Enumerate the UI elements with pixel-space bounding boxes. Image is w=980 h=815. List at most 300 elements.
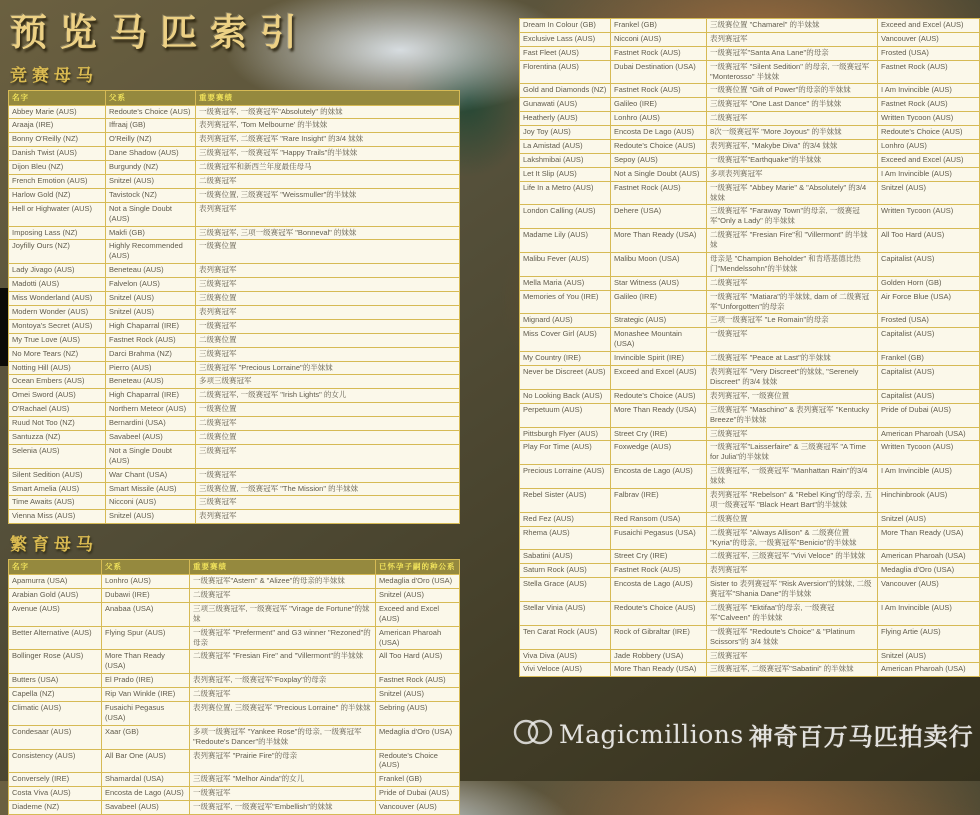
cell: Frosted (USA) xyxy=(878,46,980,60)
cell: Redoute's Choice (AUS) xyxy=(878,126,980,140)
column-header: 名字 xyxy=(9,90,106,105)
cell: Written Tycoon (AUS) xyxy=(878,205,980,229)
cell: 二级赛冠军, 三级赛冠军 "Vivi Veloce" 的半妹妹 xyxy=(707,550,878,564)
cell: Dubai Destination (USA) xyxy=(611,60,707,84)
table-row xyxy=(520,253,980,277)
cell: Written Tycoon (AUS) xyxy=(878,441,980,465)
table-row xyxy=(520,578,980,602)
cell: 多项三级赛冠军 xyxy=(196,375,460,389)
cell: Memories of You (IRE) xyxy=(520,290,611,314)
table-row xyxy=(9,305,460,319)
table-row xyxy=(9,417,460,431)
cell: No Looking Back (AUS) xyxy=(520,389,611,403)
cell: High Chaparral (IRE) xyxy=(106,389,196,403)
table-row xyxy=(9,202,460,226)
cell: Diademe (NZ) xyxy=(9,801,102,815)
cell: Vancouver (AUS) xyxy=(878,32,980,46)
cell: Northern Meteor (AUS) xyxy=(106,403,196,417)
table-row xyxy=(520,19,980,33)
watermark-brand-text: Magicmillions xyxy=(559,719,744,749)
cell: 一级赛位置 "Gift of Power"的母亲的半妹妹 xyxy=(707,84,878,98)
cell: 一级赛冠军 "Abbey Marie" & "Absolutely" 的3/4 妹妹 xyxy=(707,181,878,205)
cell: American Pharoah (USA) xyxy=(878,427,980,441)
cell: Exceed and Excel (AUS) xyxy=(611,366,707,390)
cell: Not a Single Doubt (AUS) xyxy=(611,167,707,181)
cell: 二级赛冠军 xyxy=(190,588,376,602)
table-row xyxy=(520,601,980,625)
table-row xyxy=(9,133,460,147)
cell: 表列赛冠军 xyxy=(196,305,460,319)
cell: Medaglia d'Oro (USA) xyxy=(376,725,460,749)
cell: Burgundy (NZ) xyxy=(106,161,196,175)
cell: 一级赛位置 xyxy=(196,403,460,417)
table-row xyxy=(9,278,460,292)
cell: Air Force Blue (USA) xyxy=(878,290,980,314)
table-row xyxy=(9,240,460,264)
cell: Never be Discreet (AUS) xyxy=(520,366,611,390)
cell: Ten Carat Rock (AUS) xyxy=(520,625,611,649)
table-row xyxy=(520,550,980,564)
cell: Saturn Rock (AUS) xyxy=(520,564,611,578)
cell: Conversely (IRE) xyxy=(9,773,102,787)
cell: Invincible Spirit (IRE) xyxy=(611,352,707,366)
cell: Butters (USA) xyxy=(9,674,102,688)
magic-millions-logo-icon xyxy=(512,718,554,751)
cell: Dream In Colour (GB) xyxy=(520,19,611,33)
cell: 二级赛冠军 xyxy=(190,688,376,702)
cell: Mignard (AUS) xyxy=(520,314,611,328)
cell: 表列赛冠军 xyxy=(196,264,460,278)
cell: Bonny O'Reilly (NZ) xyxy=(9,133,106,147)
cell: Not a Single Doubt (AUS) xyxy=(106,444,196,468)
cell: Fusaichi Pegasus (USA) xyxy=(102,701,190,725)
section-heading-breeding-mares: 繁育母马 xyxy=(10,535,98,555)
cell: 二级赛冠军 "Ektifaa"的母亲, 一级赛冠军"Calveen" 的半妹妹 xyxy=(707,601,878,625)
cell: Modern Wonder (AUS) xyxy=(9,305,106,319)
table-row xyxy=(9,389,460,403)
cell: 一级赛冠军 "Preferment" and G3 winner "Rezoned"的母亲 xyxy=(190,626,376,650)
cell: Falvelon (AUS) xyxy=(106,278,196,292)
table-row xyxy=(9,674,460,688)
cell: Foxwedge (AUS) xyxy=(611,441,707,465)
section-heading-racing-mares: 竞赛母马 xyxy=(10,65,98,85)
table-row xyxy=(520,60,980,84)
cell: 一级赛冠军"Santa Ana Lane"的母亲 xyxy=(707,46,878,60)
cell: More Than Ready (USA) xyxy=(611,229,707,253)
cell: 二级赛冠军 "Always Allison" & 二级赛位置 "Kyria"的母亲, 一级赛冠军"Benicio"的半妹妹 xyxy=(707,526,878,550)
cell: 表列赛冠军, 一级赛位置 xyxy=(707,389,878,403)
cell: 二级赛冠军 "Fresian Fire" and "Villermont"的半妹妹 xyxy=(190,650,376,674)
cell: Stellar Vinia (AUS) xyxy=(520,601,611,625)
cell: Bernardini (USA) xyxy=(106,417,196,431)
cell: Selenia (AUS) xyxy=(9,444,106,468)
cell: Ocean Embers (AUS) xyxy=(9,375,106,389)
cell: 三级赛冠军 xyxy=(707,649,878,663)
cell: Fastnet Rock (AUS) xyxy=(611,46,707,60)
cell: Galileo (IRE) xyxy=(611,98,707,112)
cell: 表列赛冠军 xyxy=(196,202,460,226)
cell: Flying Artie (AUS) xyxy=(878,625,980,649)
cell: Strategic (AUS) xyxy=(611,314,707,328)
cell: Sepoy (AUS) xyxy=(611,153,707,167)
cell: Star Witness (AUS) xyxy=(611,276,707,290)
cell: Joyfilly Ours (NZ) xyxy=(9,240,106,264)
cell: Tavistock (NZ) xyxy=(106,188,196,202)
cell: Vancouver (AUS) xyxy=(376,801,460,815)
cell: 表列赛冠军, "Makybe Diva" 的3/4 妹妹 xyxy=(707,140,878,154)
cell: Not a Single Doubt (AUS) xyxy=(106,202,196,226)
table-row xyxy=(9,787,460,801)
cell: Snitzel (AUS) xyxy=(878,512,980,526)
cell: Redoute's Choice (AUS) xyxy=(611,601,707,625)
table-row xyxy=(9,105,460,119)
cell: Snitzel (AUS) xyxy=(878,181,980,205)
cell: I Am Invincible (AUS) xyxy=(878,84,980,98)
cell: 三级赛冠军 "Faraway Town"的母亲, 一级赛冠军"Only a Lady" 的半妹妹 xyxy=(707,205,878,229)
cell: Dubawi (IRE) xyxy=(102,588,190,602)
breeding-mares-table-continued xyxy=(519,18,980,677)
cell: Lady Jivago (AUS) xyxy=(9,264,106,278)
cell: Rip Van Winkle (IRE) xyxy=(102,688,190,702)
cell: Darci Brahma (NZ) xyxy=(106,347,196,361)
cell: Frosted (USA) xyxy=(878,314,980,328)
cell: 表列赛冠军 "Prairie Fire"的母亲 xyxy=(190,749,376,773)
table-row xyxy=(520,314,980,328)
cell: Monashee Mountain (USA) xyxy=(611,328,707,352)
racing-mares-table xyxy=(8,90,460,525)
table-row xyxy=(9,588,460,602)
table-row xyxy=(9,292,460,306)
page-title: 预览马匹索引 xyxy=(10,10,310,54)
table-row xyxy=(9,347,460,361)
cell: Danish Twist (AUS) xyxy=(9,147,106,161)
cell: 表列赛冠军, 'Tom Melbourne' 的半妹妹 xyxy=(196,119,460,133)
right-column xyxy=(519,18,980,677)
table-row xyxy=(520,276,980,290)
cell: Beneteau (AUS) xyxy=(106,375,196,389)
cell: 表列赛冠军 "Very Discreet"的妹妹, "Serenely Discreet" 的3/4 妹妹 xyxy=(707,366,878,390)
cell: Consistency (AUS) xyxy=(9,749,102,773)
cell: American Pharoah (USA) xyxy=(878,663,980,677)
cell: Fastnet Rock (AUS) xyxy=(611,181,707,205)
cell: 二级赛冠军 xyxy=(707,112,878,126)
cell: 二级赛位置 xyxy=(707,512,878,526)
cell: Fastnet Rock (AUS) xyxy=(878,60,980,84)
cell: 一级赛冠军 "Matiara"的半妹妹, dam of 二级赛冠军"Unforgotten"的母亲 xyxy=(707,290,878,314)
table-row xyxy=(520,153,980,167)
cell: 二级赛冠军 "Peace at Last"的半妹妹 xyxy=(707,352,878,366)
table-row xyxy=(9,147,460,161)
table-row xyxy=(9,773,460,787)
cell: Redoute's Choice (AUS) xyxy=(611,140,707,154)
cell: Santuzza (NZ) xyxy=(9,430,106,444)
column-header: 父系 xyxy=(106,90,196,105)
cell: Exceed and Excel (AUS) xyxy=(878,19,980,33)
cell: All Too Hard (AUS) xyxy=(878,229,980,253)
table-row xyxy=(9,175,460,189)
table-row xyxy=(520,649,980,663)
cell: 表列赛冠军 xyxy=(707,564,878,578)
cell: 表列赛冠军 xyxy=(196,510,460,524)
table-row xyxy=(520,366,980,390)
cell: Rhema (AUS) xyxy=(520,526,611,550)
cell: More Than Ready (USA) xyxy=(611,403,707,427)
cell: 三项一级赛冠军 "Le Romain"的母亲 xyxy=(707,314,878,328)
table-row xyxy=(520,526,980,550)
cell: Sister to 表列赛冠军 "Risk Aversion"的妹妹, 二级赛冠军"Shania Dane"的半妹妹 xyxy=(707,578,878,602)
table-row xyxy=(520,140,980,154)
cell: More Than Ready (USA) xyxy=(102,650,190,674)
cell: 一级赛冠军 xyxy=(196,468,460,482)
table-row xyxy=(9,749,460,773)
cell: French Emotion (AUS) xyxy=(9,175,106,189)
cell: 三级赛冠军, 一级赛冠军 "Manhattan Rain"的3/4 妹妹 xyxy=(707,465,878,489)
cell: Pride of Dubai (AUS) xyxy=(878,403,980,427)
cell: Smart Amelia (AUS) xyxy=(9,482,106,496)
cell: Better Alternative (AUS) xyxy=(9,626,102,650)
cell: Fastnet Rock (AUS) xyxy=(611,84,707,98)
cell: 三级赛冠军 "Precious Lorraine"的半妹妹 xyxy=(196,361,460,375)
cell: Time Awaits (AUS) xyxy=(9,496,106,510)
cell: Sabatini (AUS) xyxy=(520,550,611,564)
table-row xyxy=(9,468,460,482)
table-row xyxy=(9,161,460,175)
cell: Redoute's Choice (AUS) xyxy=(611,389,707,403)
table-row xyxy=(9,701,460,725)
cell: More Than Ready (USA) xyxy=(611,663,707,677)
table-row xyxy=(9,510,460,524)
cell: 三级赛冠军 xyxy=(196,278,460,292)
watermark-chinese-text: 神奇百万马匹拍卖行 xyxy=(748,723,974,751)
cell: High Chaparral (IRE) xyxy=(106,319,196,333)
table-row xyxy=(520,167,980,181)
cell: 三级赛位置 "Chamarel" 的半妹妹 xyxy=(707,19,878,33)
cell: Capella (NZ) xyxy=(9,688,102,702)
cell: Encosta De Lago (AUS) xyxy=(611,126,707,140)
table-row xyxy=(520,98,980,112)
cell: Precious Lorraine (AUS) xyxy=(520,465,611,489)
table-row xyxy=(9,264,460,278)
cell: Play For Time (AUS) xyxy=(520,441,611,465)
table-row xyxy=(520,512,980,526)
cell: Condesaar (AUS) xyxy=(9,725,102,749)
cell: Life In a Metro (AUS) xyxy=(520,181,611,205)
cell: Climatic (AUS) xyxy=(9,701,102,725)
cell: 二级赛冠军 "Fresian Fire"和 "Villermont" 的半妹妹 xyxy=(707,229,878,253)
cell: 一级赛冠军"Earthquake"的半妹妹 xyxy=(707,153,878,167)
cell: Street Cry (IRE) xyxy=(611,427,707,441)
cell: Capitalist (AUS) xyxy=(878,328,980,352)
cell: 表列赛冠军, 一级赛冠军"Foxplay"的母亲 xyxy=(190,674,376,688)
table-row xyxy=(9,119,460,133)
table-row xyxy=(520,564,980,578)
cell: Red Ransom (USA) xyxy=(611,512,707,526)
cell: 多项一级赛冠军 "Yankee Rose"的母亲, 一级赛冠军 "Redoute's Dancer"的半妹妹 xyxy=(190,725,376,749)
cell: Let It Slip (AUS) xyxy=(520,167,611,181)
header-row xyxy=(9,560,460,575)
table-row xyxy=(520,625,980,649)
cell: Miss Wonderland (AUS) xyxy=(9,292,106,306)
cell: 三级赛冠军 xyxy=(196,444,460,468)
cell: Miss Cover Girl (AUS) xyxy=(520,328,611,352)
cell: Harlow Gold (NZ) xyxy=(9,188,106,202)
cell: Encosta de Lago (AUS) xyxy=(611,465,707,489)
cell: Frankel (GB) xyxy=(376,773,460,787)
cell: Ruud Not Too (NZ) xyxy=(9,417,106,431)
cell: Anabaa (USA) xyxy=(102,602,190,626)
table-row xyxy=(9,430,460,444)
cell: Abbey Marie (AUS) xyxy=(9,105,106,119)
table-row xyxy=(9,319,460,333)
cell: Hell or Highwater (AUS) xyxy=(9,202,106,226)
cell: Rebel Sister (AUS) xyxy=(520,488,611,512)
cell: Dane Shadow (AUS) xyxy=(106,147,196,161)
cell: 一级赛冠军"Astern" & "Alizee"的母亲的半妹妹 xyxy=(190,575,376,589)
cell: 一级赛冠军 xyxy=(190,787,376,801)
cell: All Too Hard (AUS) xyxy=(376,650,460,674)
table-row xyxy=(520,290,980,314)
cell: All Bar One (AUS) xyxy=(102,749,190,773)
cell: El Prado (IRE) xyxy=(102,674,190,688)
cell: Snitzel (AUS) xyxy=(106,175,196,189)
cell: Costa Viva (AUS) xyxy=(9,787,102,801)
table-row xyxy=(520,389,980,403)
cell: Fastnet Rock (AUS) xyxy=(106,333,196,347)
cell: Vivi Veloce (AUS) xyxy=(520,663,611,677)
cell: Smart Missile (AUS) xyxy=(106,482,196,496)
cell: Iffraaj (GB) xyxy=(106,119,196,133)
cell: La Amistad (AUS) xyxy=(520,140,611,154)
cell: Beneteau (AUS) xyxy=(106,264,196,278)
table-row xyxy=(520,181,980,205)
cell: Perpetuum (AUS) xyxy=(520,403,611,427)
cell: Exceed and Excel (AUS) xyxy=(878,153,980,167)
cell: Malibu Moon (USA) xyxy=(611,253,707,277)
table-row xyxy=(9,226,460,240)
cell: 一级赛冠军 xyxy=(707,328,878,352)
cell: Florentina (AUS) xyxy=(520,60,611,84)
cell: I Am Invincible (AUS) xyxy=(878,465,980,489)
table-row xyxy=(520,205,980,229)
cell: 三级赛冠军 "Melhor Ainda"的女儿 xyxy=(190,773,376,787)
cell: Fast Fleet (AUS) xyxy=(520,46,611,60)
cell: Snitzel (AUS) xyxy=(878,649,980,663)
cell: 表列赛冠军 "Rebelson" & "Rebel King"的母亲, 五项一级赛冠军 "Black Heart Bart"的半妹妹 xyxy=(707,488,878,512)
cell: 二级赛位置 xyxy=(196,430,460,444)
cell: Lakshmibai (AUS) xyxy=(520,153,611,167)
cell: Joy Toy (AUS) xyxy=(520,126,611,140)
cell: Fastnet Rock (AUS) xyxy=(611,564,707,578)
cell: Snitzel (AUS) xyxy=(106,305,196,319)
cell: Araaja (IRE) xyxy=(9,119,106,133)
breeding-mares-table xyxy=(8,559,460,815)
cell: 三级赛冠军 "One Last Dance" 的半妹妹 xyxy=(707,98,878,112)
cell: American Pharoah (USA) xyxy=(878,550,980,564)
cell: 三级赛冠军, 一级赛冠军 "Happy Trails"的半妹妹 xyxy=(196,147,460,161)
cell: Malibu Fever (AUS) xyxy=(520,253,611,277)
cell: Apamurra (USA) xyxy=(9,575,102,589)
cell: Lonhro (AUS) xyxy=(611,112,707,126)
cell: 三级赛冠军 xyxy=(196,347,460,361)
table-row xyxy=(9,444,460,468)
table-row xyxy=(520,112,980,126)
table-row xyxy=(9,801,460,815)
table-row xyxy=(520,488,980,512)
cell: Street Cry (IRE) xyxy=(611,550,707,564)
cell: O'Reilly (NZ) xyxy=(106,133,196,147)
table-row xyxy=(520,46,980,60)
cell: Shamardal (USA) xyxy=(102,773,190,787)
cell: Hinchinbrook (AUS) xyxy=(878,488,980,512)
cell: 8次一级赛冠军 "More Joyous" 的半妹妹 xyxy=(707,126,878,140)
table-row xyxy=(9,725,460,749)
cell: Makfi (GB) xyxy=(106,226,196,240)
cell: Vienna Miss (AUS) xyxy=(9,510,106,524)
cell: Nicconi (AUS) xyxy=(106,496,196,510)
cell: Exclusive Lass (AUS) xyxy=(520,32,611,46)
cell: Lonhro (AUS) xyxy=(102,575,190,589)
cell: Highly Recommended (AUS) xyxy=(106,240,196,264)
cell: Capitalist (AUS) xyxy=(878,389,980,403)
cell: Gunawati (AUS) xyxy=(520,98,611,112)
table-row xyxy=(520,32,980,46)
cell: Frankel (GB) xyxy=(878,352,980,366)
cell: London Calling (AUS) xyxy=(520,205,611,229)
cell: Snitzel (AUS) xyxy=(376,588,460,602)
table-row xyxy=(9,650,460,674)
cell: Golden Horn (GB) xyxy=(878,276,980,290)
cell: 二级赛冠军 xyxy=(707,276,878,290)
cell: 多项表列赛冠军 xyxy=(707,167,878,181)
cell: Snitzel (AUS) xyxy=(106,292,196,306)
cell: 一级赛冠军 "Silent Sedition" 的母亲, 一级赛冠军 "Monterosso" 半妹妹 xyxy=(707,60,878,84)
cell: Rock of Gibraltar (IRE) xyxy=(611,625,707,649)
cell: Capitalist (AUS) xyxy=(878,253,980,277)
cell: 三级赛冠军, 三项一级赛冠军 "Bonneval" 的妹妹 xyxy=(196,226,460,240)
cell: Heatherly (AUS) xyxy=(520,112,611,126)
cell: Pride of Dubai (AUS) xyxy=(376,787,460,801)
cell: Medaglia d'Oro (USA) xyxy=(878,564,980,578)
cell: Snitzel (AUS) xyxy=(106,510,196,524)
cell: 母亲是 "Champion Beholder" 和肯塔基德比热门"Mendelssohn"的半妹妹 xyxy=(707,253,878,277)
cell: Savabeel (AUS) xyxy=(102,801,190,815)
cell: Bollinger Rose (AUS) xyxy=(9,650,102,674)
cell: Flying Spur (AUS) xyxy=(102,626,190,650)
cell: Omei Sword (AUS) xyxy=(9,389,106,403)
cell: O'Rachael (AUS) xyxy=(9,403,106,417)
cell: Madotti (AUS) xyxy=(9,278,106,292)
cell: Jade Robbery (USA) xyxy=(611,649,707,663)
table-row xyxy=(9,375,460,389)
cell: Galileo (IRE) xyxy=(611,290,707,314)
cell: Fastnet Rock (AUS) xyxy=(376,674,460,688)
cell: Encosta de Lago (AUS) xyxy=(102,787,190,801)
cell: 表列赛冠军 xyxy=(707,32,878,46)
cell: Pittsburgh Flyer (AUS) xyxy=(520,427,611,441)
cell: 二级赛位置 xyxy=(196,333,460,347)
cell: Avenue (AUS) xyxy=(9,602,102,626)
cell: Fastnet Rock (AUS) xyxy=(878,98,980,112)
cell: 三级赛冠军 "Maschino" & 表列赛冠军 "Kentucky Breeze"的半妹妹 xyxy=(707,403,878,427)
cell: Notting Hill (AUS) xyxy=(9,361,106,375)
cell: Dijon Bleu (NZ) xyxy=(9,161,106,175)
cell: American Pharoah (USA) xyxy=(376,626,460,650)
cell: Stella Grace (AUS) xyxy=(520,578,611,602)
watermark xyxy=(512,712,980,756)
cell: 三级赛冠军 xyxy=(196,496,460,510)
column-header: 父系 xyxy=(102,560,190,575)
cell: Imposing Lass (NZ) xyxy=(9,226,106,240)
